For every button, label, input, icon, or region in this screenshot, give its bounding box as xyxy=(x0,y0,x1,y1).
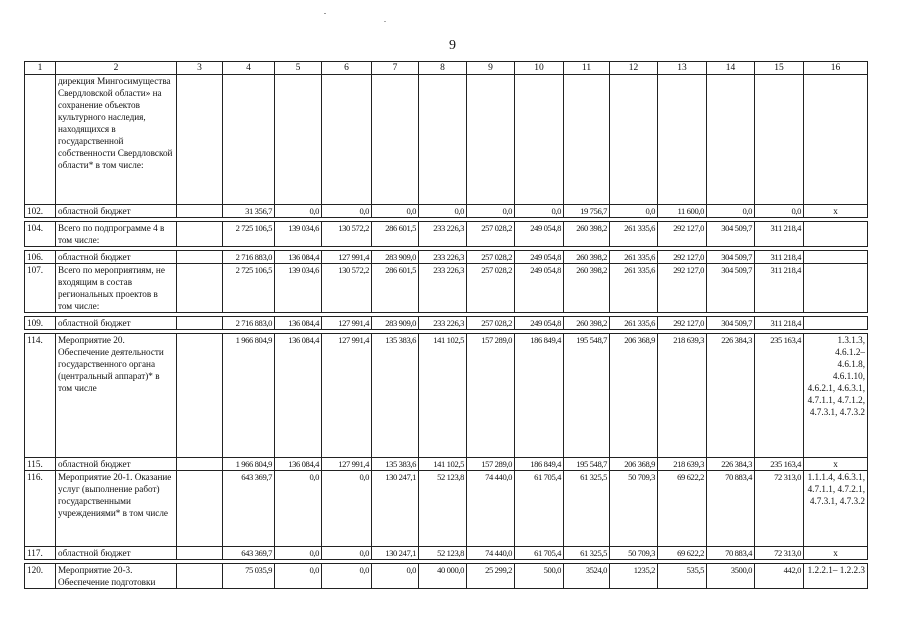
value-cell: 535,5 xyxy=(658,564,707,589)
value-cell: 136 084,4 xyxy=(275,317,322,330)
row-number: 109. xyxy=(25,317,56,330)
cell-col3 xyxy=(177,317,223,330)
value-cell: 0,0 xyxy=(322,564,372,589)
column-header: 10 xyxy=(515,62,564,75)
value-cell: 25 299,2 xyxy=(467,564,515,589)
value-cell: 261 335,6 xyxy=(610,264,658,313)
column-header: 14 xyxy=(707,62,755,75)
row-number: 102. xyxy=(25,205,56,218)
row-number xyxy=(25,75,56,205)
column-header: 13 xyxy=(658,62,707,75)
value-cell: 233 226,3 xyxy=(419,222,467,247)
value-cell: 61 705,4 xyxy=(515,471,564,547)
value-cell: 130 572,2 xyxy=(322,264,372,313)
cell-col3 xyxy=(177,205,223,218)
value-cell: 195 548,7 xyxy=(564,458,610,471)
target-index-cell: х xyxy=(804,458,868,471)
column-header: 9 xyxy=(467,62,515,75)
value-cell: 286 601,5 xyxy=(372,264,419,313)
value-cell: 249 054,8 xyxy=(515,222,564,247)
cell-col3 xyxy=(177,264,223,313)
value-cell: 19 756,7 xyxy=(564,205,610,218)
value-cell: 643 369,7 xyxy=(223,547,275,560)
value-cell: 61 705,4 xyxy=(515,547,564,560)
value-cell xyxy=(515,75,564,205)
value-cell: 283 909,0 xyxy=(372,317,419,330)
target-index-cell xyxy=(804,75,868,205)
value-cell: 130 247,1 xyxy=(372,471,419,547)
value-cell: 31 356,7 xyxy=(223,205,275,218)
row-name: дирекция Мингосимущества Свердловской области» на сохранение объектов культурного наследия, находящихся в государственной собственности Свердловской области* в том числе: xyxy=(56,75,177,205)
value-cell: 218 639,3 xyxy=(658,458,707,471)
value-cell: 0,0 xyxy=(275,547,322,560)
value-cell: 226 384,3 xyxy=(707,458,755,471)
value-cell: 52 123,8 xyxy=(419,547,467,560)
value-cell: 261 335,6 xyxy=(610,222,658,247)
value-cell: 186 849,4 xyxy=(515,458,564,471)
value-cell: 11 600,0 xyxy=(658,205,707,218)
value-cell: 1 966 804,9 xyxy=(223,458,275,471)
value-cell: 0,0 xyxy=(275,564,322,589)
value-cell: 304 509,7 xyxy=(707,222,755,247)
cell-col3 xyxy=(177,458,223,471)
value-cell: 249 054,8 xyxy=(515,251,564,264)
value-cell: 311 218,4 xyxy=(755,264,804,313)
scan-speck xyxy=(324,13,326,14)
value-cell xyxy=(223,75,275,205)
column-header: 12 xyxy=(610,62,658,75)
cell-col3 xyxy=(177,222,223,247)
value-cell: 70 883,4 xyxy=(707,547,755,560)
value-cell: 0,0 xyxy=(755,205,804,218)
value-cell xyxy=(275,75,322,205)
column-header: 16 xyxy=(804,62,868,75)
target-index-cell: х xyxy=(804,205,868,218)
value-cell: 261 335,6 xyxy=(610,251,658,264)
value-cell: 260 398,2 xyxy=(564,317,610,330)
value-cell: 141 102,5 xyxy=(419,458,467,471)
value-cell: 304 509,7 xyxy=(707,264,755,313)
value-cell: 0,0 xyxy=(515,205,564,218)
value-cell: 50 709,3 xyxy=(610,547,658,560)
row-name: Всего по подпрограмме 4 в том числе: xyxy=(56,222,177,247)
value-cell: 127 991,4 xyxy=(322,458,372,471)
value-cell: 1 966 804,9 xyxy=(223,334,275,458)
value-cell: 72 313,0 xyxy=(755,547,804,560)
column-header: 5 xyxy=(275,62,322,75)
value-cell: 127 991,4 xyxy=(322,334,372,458)
column-header: 2 xyxy=(56,62,177,75)
value-cell: 2 725 106,5 xyxy=(223,264,275,313)
value-cell: 141 102,5 xyxy=(419,334,467,458)
value-cell: 135 383,6 xyxy=(372,334,419,458)
table-row xyxy=(25,222,868,247)
value-cell: 2 725 106,5 xyxy=(223,222,275,247)
value-cell: 0,0 xyxy=(275,471,322,547)
table-row xyxy=(25,458,868,471)
target-index-cell xyxy=(804,264,868,313)
table-row xyxy=(25,264,868,313)
value-cell: 69 622,2 xyxy=(658,547,707,560)
table-row xyxy=(25,334,868,458)
row-number: 120. xyxy=(25,564,56,589)
value-cell: 261 335,6 xyxy=(610,317,658,330)
value-cell: 130 572,2 xyxy=(322,222,372,247)
value-cell: 0,0 xyxy=(275,205,322,218)
table-row xyxy=(25,547,868,560)
cell-col3 xyxy=(177,471,223,547)
value-cell xyxy=(322,75,372,205)
row-number: 104. xyxy=(25,222,56,247)
value-cell: 226 384,3 xyxy=(707,334,755,458)
table-row xyxy=(25,564,868,589)
value-cell: 3524,0 xyxy=(564,564,610,589)
value-cell: 292 127,0 xyxy=(658,222,707,247)
value-cell: 69 622,2 xyxy=(658,471,707,547)
value-cell: 61 325,5 xyxy=(564,547,610,560)
value-cell: 0,0 xyxy=(419,205,467,218)
row-name: Мероприятие 20-1. Оказание услуг (выполнение работ) государственными учреждениями* в том числе xyxy=(56,471,177,547)
column-header: 7 xyxy=(372,62,419,75)
row-name: областной бюджет xyxy=(56,547,177,560)
value-cell: 206 368,9 xyxy=(610,458,658,471)
column-header: 1 xyxy=(25,62,56,75)
value-cell: 257 028,2 xyxy=(467,317,515,330)
target-index-cell xyxy=(804,317,868,330)
value-cell xyxy=(467,75,515,205)
value-cell: 260 398,2 xyxy=(564,222,610,247)
cell-col3 xyxy=(177,564,223,589)
cell-col3 xyxy=(177,334,223,458)
value-cell: 70 883,4 xyxy=(707,471,755,547)
value-cell: 233 226,3 xyxy=(419,317,467,330)
value-cell xyxy=(419,75,467,205)
row-name: Всего по мероприятиям, не входящим в состав региональных проектов в том числе: xyxy=(56,264,177,313)
value-cell xyxy=(658,75,707,205)
value-cell: 1235,2 xyxy=(610,564,658,589)
value-cell: 0,0 xyxy=(372,205,419,218)
value-cell: 0,0 xyxy=(322,547,372,560)
row-name: Мероприятие 20-3. Обеспечение подготовки xyxy=(56,564,177,589)
value-cell: 233 226,3 xyxy=(419,251,467,264)
value-cell: 260 398,2 xyxy=(564,264,610,313)
row-name: областной бюджет xyxy=(56,317,177,330)
value-cell: 249 054,8 xyxy=(515,264,564,313)
value-cell: 311 218,4 xyxy=(755,317,804,330)
row-number: 114. xyxy=(25,334,56,458)
value-cell xyxy=(372,75,419,205)
value-cell: 235 163,4 xyxy=(755,458,804,471)
value-cell: 157 289,0 xyxy=(467,458,515,471)
row-number: 106. xyxy=(25,251,56,264)
value-cell: 127 991,4 xyxy=(322,251,372,264)
value-cell: 136 084,4 xyxy=(275,334,322,458)
value-cell: 2 716 883,0 xyxy=(223,251,275,264)
value-cell: 130 247,1 xyxy=(372,547,419,560)
target-index-cell xyxy=(804,251,868,264)
column-header: 4 xyxy=(223,62,275,75)
value-cell xyxy=(755,75,804,205)
value-cell: 260 398,2 xyxy=(564,251,610,264)
value-cell: 0,0 xyxy=(322,205,372,218)
value-cell: 0,0 xyxy=(467,205,515,218)
scan-speck xyxy=(384,21,386,22)
value-cell: 286 601,5 xyxy=(372,222,419,247)
value-cell: 304 509,7 xyxy=(707,251,755,264)
value-cell: 311 218,4 xyxy=(755,222,804,247)
value-cell: 61 325,5 xyxy=(564,471,610,547)
row-number: 115. xyxy=(25,458,56,471)
column-header: 11 xyxy=(564,62,610,75)
table-row xyxy=(25,75,868,205)
value-cell: 72 313,0 xyxy=(755,471,804,547)
value-cell: 235 163,4 xyxy=(755,334,804,458)
value-cell: 40 000,0 xyxy=(419,564,467,589)
cell-col3 xyxy=(177,547,223,560)
page-number: 9 xyxy=(449,38,456,53)
header-row xyxy=(25,62,868,75)
value-cell: 52 123,8 xyxy=(419,471,467,547)
scan-speck xyxy=(66,582,80,587)
value-cell: 157 289,0 xyxy=(467,334,515,458)
cell-col3 xyxy=(177,75,223,205)
table-row xyxy=(25,205,868,218)
value-cell: 0,0 xyxy=(322,471,372,547)
value-cell: 50 709,3 xyxy=(610,471,658,547)
row-number: 107. xyxy=(25,264,56,313)
value-cell: 283 909,0 xyxy=(372,251,419,264)
row-name: Мероприятие 20. Обеспечение деятельности государственного органа (центральный аппарат)* в том числе xyxy=(56,334,177,458)
budget-table xyxy=(24,61,868,589)
value-cell: 500,0 xyxy=(515,564,564,589)
value-cell: 292 127,0 xyxy=(658,251,707,264)
value-cell xyxy=(564,75,610,205)
cell-col3 xyxy=(177,251,223,264)
table-row xyxy=(25,317,868,330)
value-cell: 74 440,0 xyxy=(467,471,515,547)
value-cell: 2 716 883,0 xyxy=(223,317,275,330)
column-header: 6 xyxy=(322,62,372,75)
target-index-cell: 1.1.1.4, 4.6.3.1, 4.7.1.1, 4.7.2.1, 4.7.3.1, 4.7.3.2 xyxy=(804,471,868,547)
value-cell: 3500,0 xyxy=(707,564,755,589)
column-header: 8 xyxy=(419,62,467,75)
value-cell: 206 368,9 xyxy=(610,334,658,458)
value-cell: 75 035,9 xyxy=(223,564,275,589)
value-cell: 233 226,3 xyxy=(419,264,467,313)
value-cell: 292 127,0 xyxy=(658,264,707,313)
value-cell: 442,0 xyxy=(755,564,804,589)
target-index-cell: 1.2.2.1– 1.2.2.3 xyxy=(804,564,868,589)
value-cell: 74 440,0 xyxy=(467,547,515,560)
value-cell: 195 548,7 xyxy=(564,334,610,458)
value-cell xyxy=(610,75,658,205)
target-index-cell: 1.3.1.3, 4.6.1.2– 4.6.1.8, 4.6.1.10, 4.6.2.1, 4.6.3.1, 4.7.1.1, 4.7.1.2, 4.7.3.1, 4.7.3.2 xyxy=(804,334,868,458)
value-cell: 139 034,6 xyxy=(275,264,322,313)
target-index-cell xyxy=(804,222,868,247)
value-cell: 257 028,2 xyxy=(467,222,515,247)
value-cell: 218 639,3 xyxy=(658,334,707,458)
value-cell: 139 034,6 xyxy=(275,222,322,247)
value-cell: 311 218,4 xyxy=(755,251,804,264)
column-header: 3 xyxy=(177,62,223,75)
table-row xyxy=(25,471,868,547)
value-cell xyxy=(707,75,755,205)
value-cell: 0,0 xyxy=(610,205,658,218)
table-row xyxy=(25,251,868,264)
column-header: 15 xyxy=(755,62,804,75)
row-number: 116. xyxy=(25,471,56,547)
row-name: областной бюджет xyxy=(56,251,177,264)
row-name: областной бюджет xyxy=(56,205,177,218)
value-cell: 136 084,4 xyxy=(275,251,322,264)
value-cell: 135 383,6 xyxy=(372,458,419,471)
value-cell: 186 849,4 xyxy=(515,334,564,458)
value-cell: 304 509,7 xyxy=(707,317,755,330)
value-cell: 643 369,7 xyxy=(223,471,275,547)
value-cell: 0,0 xyxy=(372,564,419,589)
value-cell: 257 028,2 xyxy=(467,264,515,313)
value-cell: 249 054,8 xyxy=(515,317,564,330)
value-cell: 257 028,2 xyxy=(467,251,515,264)
row-number: 117. xyxy=(25,547,56,560)
value-cell: 292 127,0 xyxy=(658,317,707,330)
value-cell: 127 991,4 xyxy=(322,317,372,330)
row-name: областной бюджет xyxy=(56,458,177,471)
value-cell: 0,0 xyxy=(707,205,755,218)
target-index-cell: х xyxy=(804,547,868,560)
value-cell: 136 084,4 xyxy=(275,458,322,471)
